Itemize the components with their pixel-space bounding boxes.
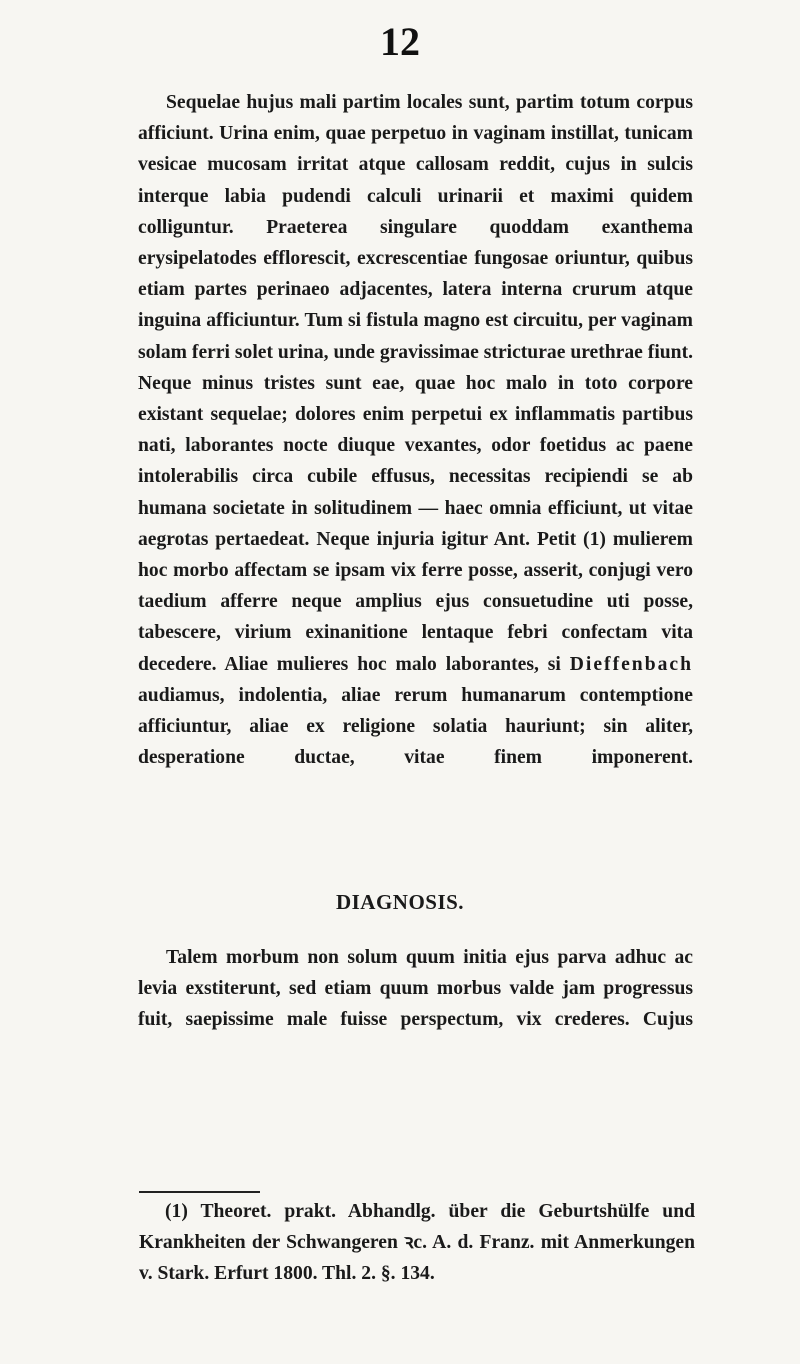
paragraph-sequelae-part2: audiamus, indolentia, aliae rerum humanarum contemptione afficiuntur, aliae ex religione solatia hauriunt; sin aliter, desperatione ductae, vitae finem imponerent. <box>138 684 693 769</box>
paragraph-sequelae-part1: Sequelae hujus mali partim locales sunt, partim totum corpus afficiunt. Urina enim, quae perpetuo in vaginam instillat, tunicam vesicae mucosam irritat atque callosam reddit, cujus in sulcis interque labia pudendi calculi urinarii et maximi quidem colliguntur. Praeterea singulare quoddam exanthema erysipelatodes efflorescit, excrescentiae fungosae oriuntur, quibus etiam partes perinaeo adjacentes, latera interna crurum atque inguina afficiuntur. Tum si fistula magno est circuitu, per vaginam solam ferri solet urina, unde gravissimae stricturae urethrae fiunt. Neque minus tristes sunt eae, quae hoc malo in toto corpore existant sequelae; dolores enim perpetui ex inflammatis partibus nati, laborantes nocte diuque vexantes, odor foetidus ac paene intolerabilis circa cubile effusus, necessitas recipiendi se ab humana societate in solitudinem — haec omnia efficiunt, ut vitae aegrotas pertaedeat. Neque injuria igitur Ant. Petit (1) mulierem hoc morbo affectam se ipsam vix ferre posse, asserit, conjugi vero taedium afferre neque amplius ejus consuetudine uti posse, tabescere, virium exinanitione lentaque febri confectam vita decedere. Aliae mulieres hoc malo laborantes, si <box>138 92 693 675</box>
footnote-divider <box>139 1191 260 1193</box>
page-number: 12 <box>380 19 420 64</box>
main-text <box>138 87 693 773</box>
paragraph-sequelae <box>138 87 693 773</box>
diagnosis-text <box>138 942 693 1036</box>
paragraph-diagnosis: Talem morbum non solum quum initia ejus parva adhuc ac levia exstiterunt, sed etiam quum morbus valde jam progressus fuit, saepissime male fuisse perspectum, vix crederes. Cujus <box>138 947 693 1031</box>
section-heading: DIAGNOSIS. <box>335 890 465 914</box>
author-name: Dieffenbach <box>569 653 693 675</box>
footnote-text: (1) Theoret. prakt. Abhandlg. über die Geburtshülfe und Krankheiten der Schwangeren ꝛc. A. d. Franz. mit Anmerkungen v. Stark. Erfurt 1800. Thl. 2. §. 134. <box>139 1201 695 1285</box>
footnote <box>139 1196 695 1290</box>
